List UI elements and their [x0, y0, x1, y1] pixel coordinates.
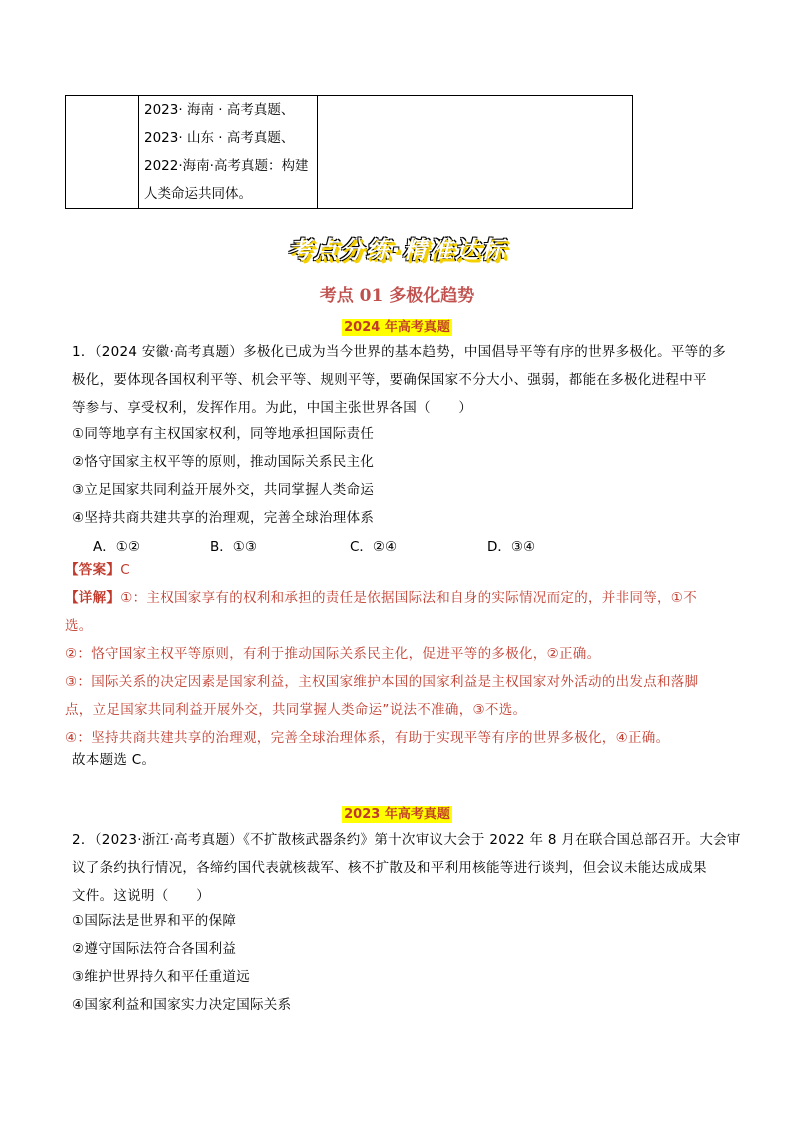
table-line: 2023· 海南 · 高考真题、: [144, 102, 295, 118]
conclusion: [72, 746, 732, 774]
question-2-stem: [72, 826, 741, 910]
item-line: ①同等地享有主权国家权利，同等地承担国际责任: [72, 426, 375, 442]
kaodian-title: 考点 01 多极化趋势: [319, 286, 475, 306]
stem-line: 1．（2024 安徽·高考真题）多极化已成为当今世界的基本趋势，中国倡导平等有序的世界多极化。平等的多: [72, 344, 727, 360]
question-1-items: [72, 420, 732, 532]
answer-label: 【答案】: [65, 562, 121, 578]
table-cell-sources: [139, 96, 318, 209]
table-line: 2022·海南·高考真题：构建: [144, 158, 309, 174]
year-heading-label: 2023 年高考真题: [344, 807, 450, 822]
answer-detail: [65, 584, 745, 752]
table-cell-empty-right: [318, 96, 633, 209]
option-c: C．②④: [350, 539, 398, 555]
detail-line: ②：恪守国家主权平等原则，有利于推动国际关系民主化，促进平等的多极化，②正确。: [65, 646, 601, 662]
table-line: 人类命运共同体。: [144, 186, 252, 202]
stem-line: 2．（2023·浙江·高考真题）《不扩散核武器条约》第十次审议大会于 2022 年 8 月在联合国总部召开。大会审: [72, 832, 741, 848]
section-banner: 考点分练·精准达标: [287, 236, 507, 264]
detail-label: 【详解】: [65, 590, 121, 606]
question-2-items: [72, 907, 732, 1019]
stem-line: 议了条约执行情况，各缔约国代表就核裁军、核不扩散及和平利用核能等进行谈判，但会议未能达成成果: [72, 860, 707, 876]
stem-line: 等参与、享受权利，发挥作用。为此，中国主张世界各国（ ）: [72, 400, 473, 416]
detail-line: ④：坚持共商共建共享的治理观，完善全球治理体系，有助于实现平等有序的世界多极化，④正确。: [65, 730, 670, 746]
item-line: ①国际法是世界和平的保障: [72, 913, 237, 929]
item-line: ③维护世界持久和平任重道远: [72, 969, 251, 985]
year-heading-label: 2024 年高考真题: [344, 320, 450, 335]
table-cell-empty: [66, 96, 139, 209]
table-line: 2023· 山东 · 高考真题、: [144, 130, 295, 146]
year-heading-2023: [0, 803, 794, 822]
answer-value: C: [120, 562, 130, 578]
option-a: A．①②: [93, 539, 140, 555]
detail-line: ③：国际关系的决定因素是国家利益，主权国家维护本国的国家利益是主权国家对外活动的出发点和落脚: [65, 674, 699, 690]
answer-line: [65, 556, 725, 584]
item-line: ④国家利益和国家实力决定国际关系: [72, 997, 292, 1013]
stem-line: 文件。这说明（ ）: [72, 888, 210, 904]
item-line: ③立足国家共同利益开展外交，共同掌握人类命运: [72, 482, 375, 498]
option-d: D．③④: [487, 539, 536, 555]
detail-line: 点，立足国家共同利益开展外交，共同掌握人类命运”说法不准确，③不选。: [65, 702, 527, 718]
detail-line: ①：主权国家享有的权利和承担的责任是依据国际法和自身的实际情况而定的，并非同等，①不: [120, 590, 698, 606]
item-line: ②遵守国际法符合各国利益: [72, 941, 237, 957]
stem-line: 极化，要体现各国权利平等、机会平等、规则平等，要确保国家不分大小、强弱，都能在多极化进程中平: [72, 372, 707, 388]
question-1-stem: [72, 338, 732, 422]
option-b: B．①③: [210, 539, 257, 555]
item-line: ②恪守国家主权平等的原则，推动国际关系民主化: [72, 454, 375, 470]
detail-line: 选。: [65, 618, 93, 634]
item-line: ④坚持共商共建共享的治理观，完善全球治理体系: [72, 510, 375, 526]
year-heading-2024: [0, 316, 794, 335]
conclusion-text: 故本题选 C。: [72, 752, 156, 768]
top-table: [65, 95, 633, 205]
